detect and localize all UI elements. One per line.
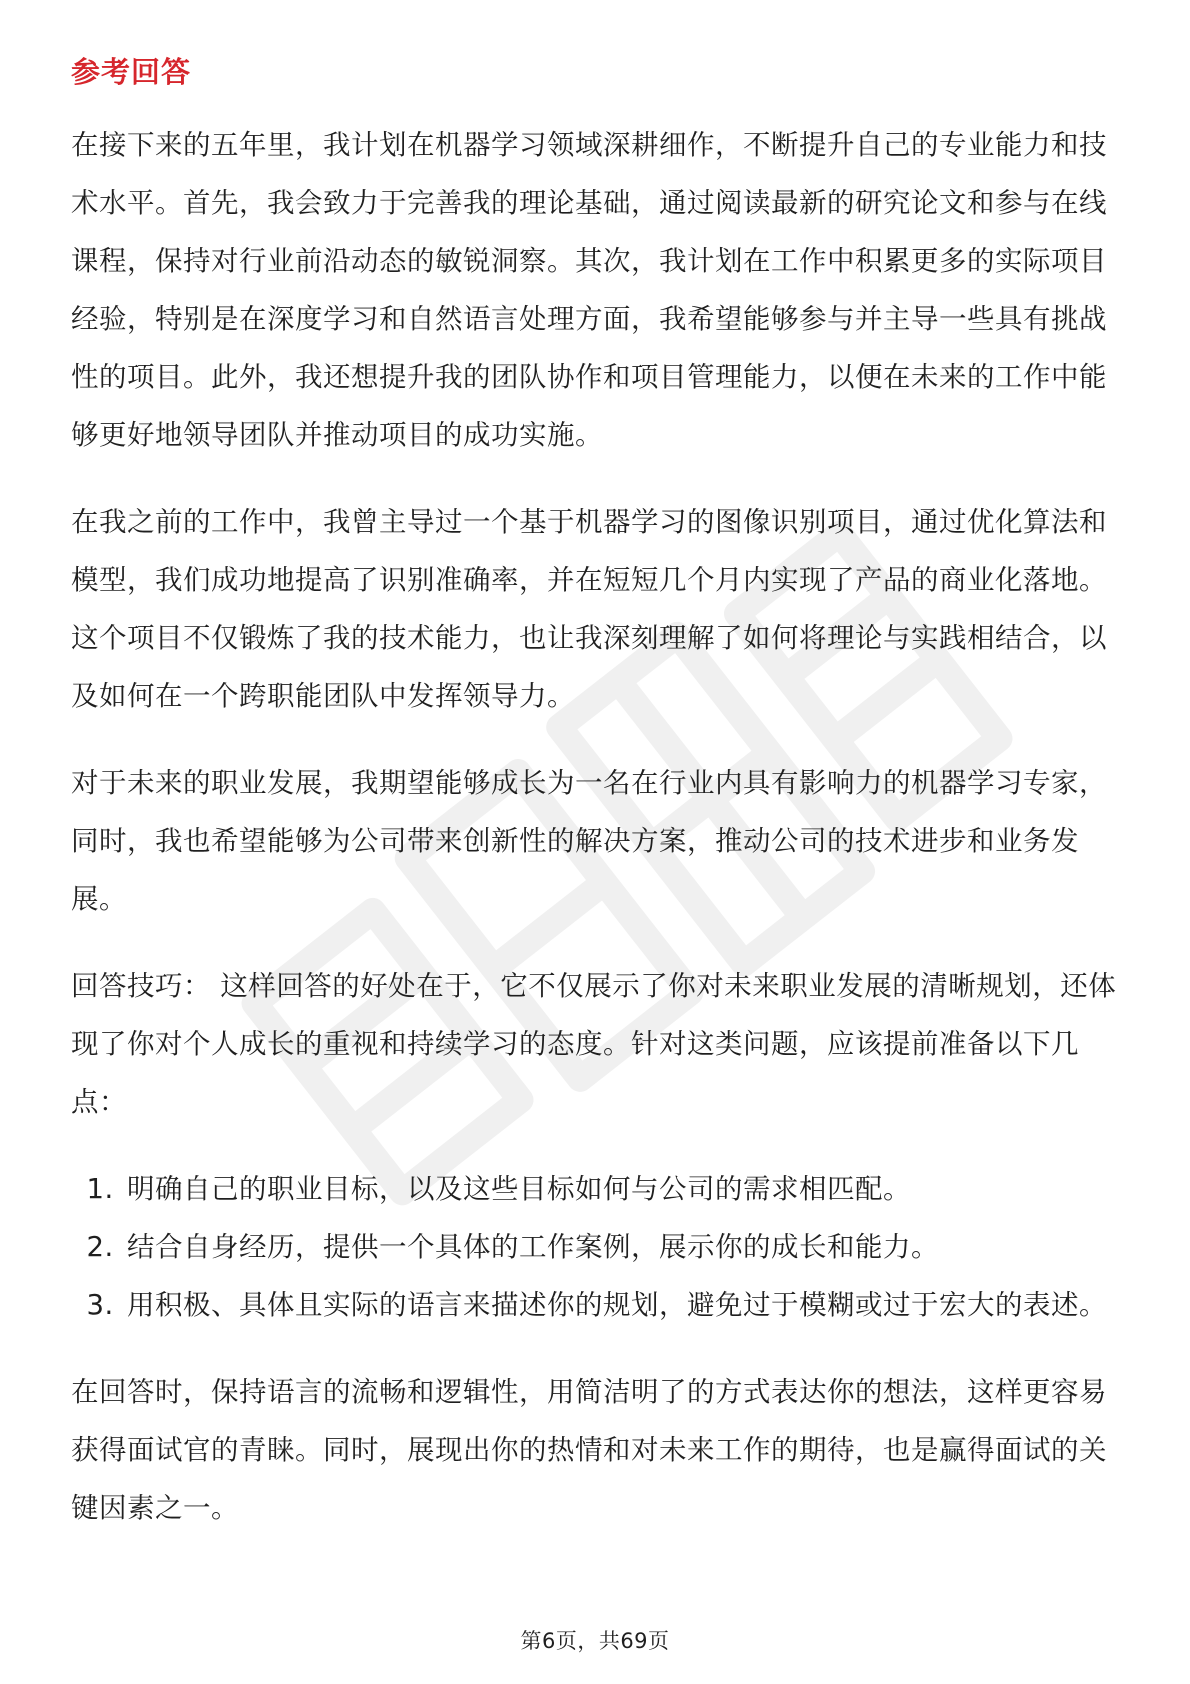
- section-heading: 参考回答: [71, 55, 192, 89]
- paragraph-future: 对于未来的职业发展，我期望能够成长为一名在行业内具有影响力的机器学习专家，同时，我也希望能够为公司带来创新性的解决方案，推动公司的技术进步和业务发展。: [71, 767, 1107, 915]
- list-item: 2. 结合自身经历，提供一个具体的工作案例，展示你的成长和能力。: [123, 1218, 1121, 1276]
- list-item: 1. 明确自己的职业目标，以及这些目标如何与公司的需求相匹配。: [123, 1160, 1121, 1218]
- paragraph-experience: 在我之前的工作中，我曾主导过一个基于机器学习的图像识别项目，通过优化算法和模型，我们成功地提高了识别准确率，并在短短几个月内实现了产品的商业化落地。这个项目不仅锻炼了我的技术能力，也让我深刻理解了如何将理论与实践相结合，以及如何在一个跨职能团队中发挥领导力。: [71, 506, 1107, 712]
- paragraph-plan: 在接下来的五年里，我计划在机器学习领域深耕细作，不断提升自己的专业能力和技术水平。首先，我会致力于完善我的理论基础，通过阅读最新的研究论文和参与在线课程，保持对行业前沿动态的敏锐洞察。其次，我计划在工作中积累更多的实际项目经验，特别是在深度学习和自然语言处理方面，我希望能够参与并主导一些具有挑战性的项目。此外，我还想提升我的团队协作和项目管理能力，以便在未来的工作中能够更好地领导团队并推动项目的成功实施。: [71, 129, 1107, 451]
- paragraph-tips-intro: 回答技巧： 这样回答的好处在于，它不仅展示了你对未来职业发展的清晰规划，还体现了你对个人成长的重视和持续学习的态度。针对这类问题，应该提前准备以下几点：: [71, 970, 1117, 1118]
- answer-body: [71, 116, 1121, 1566]
- list-item: 3. 用积极、具体且实际的语言来描述你的规划，避免过于模糊或过于宏大的表述。: [123, 1276, 1121, 1334]
- paragraph-closing: 在回答时，保持语言的流畅和逻辑性，用简洁明了的方式表达你的想法，这样更容易获得面试官的青睐。同时，展现出你的热情和对未来工作的期待，也是赢得面试的关键因素之一。: [71, 1376, 1107, 1524]
- tips-list: [71, 1160, 1121, 1334]
- page-number: 第6页，共69页: [520, 1629, 670, 1653]
